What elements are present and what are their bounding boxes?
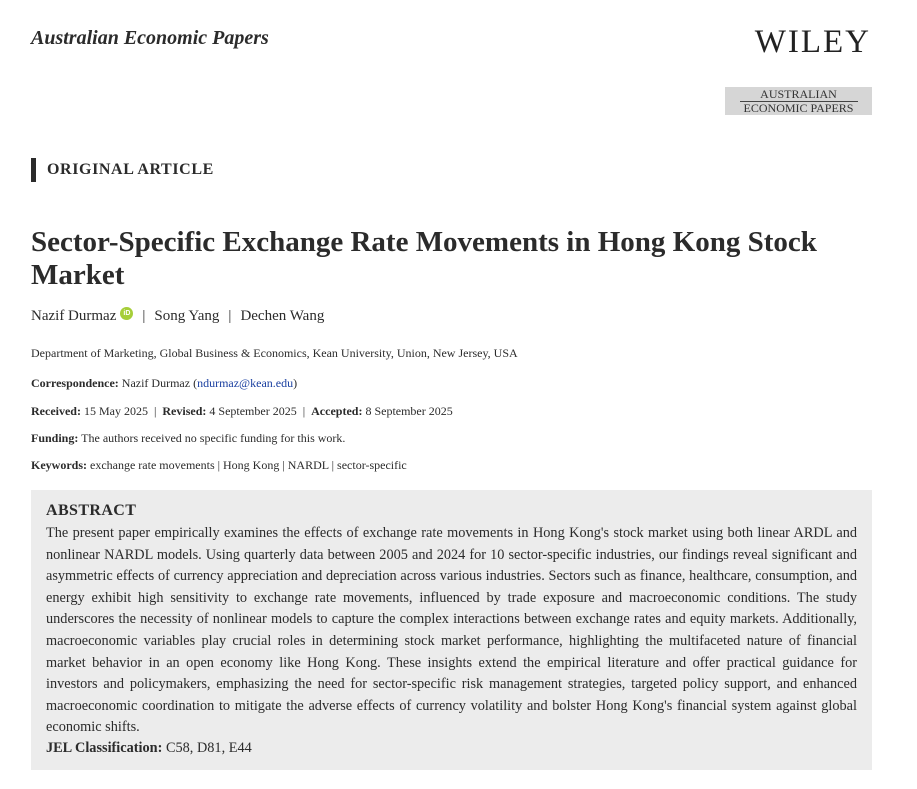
received-label: Received: [31,404,81,418]
funding-text: The authors received no specific funding for this work. [81,431,346,445]
abstract-heading: ABSTRACT [46,502,137,519]
revised-label: Revised: [162,404,207,418]
jel-label: JEL Classification [46,739,158,756]
correspondence-name: Nazif Durmaz [121,376,191,390]
revised-date: 4 September 2025 [209,404,297,418]
dates-line [31,404,453,419]
author-name-3[interactable]: Dechen Wang [240,308,325,324]
author-list [31,308,324,325]
article-type-label: ORIGINAL ARTICLE [31,158,214,182]
correspondence-line: Correspondence: Nazif Durmaz (ndurmaz@kean.edu) [31,376,298,390]
jel-classification: JEL Classification: C58, D81, E44 [46,739,252,756]
accepted-label: Accepted: [311,404,363,418]
date-separator: | [302,404,306,418]
orcid-icon[interactable]: iD [120,307,133,320]
accepted-date: 8 September 2025 [365,404,453,418]
jel-codes: C58, D81, E44 [165,739,252,756]
author-separator: | [228,308,232,324]
affiliation: Department of Marketing, Global Business & Economics, Kean University, Union, New Jersey, USA [31,346,518,360]
keywords-text: exchange rate movements | Hong Kong | NARDL | sector-specific [90,458,407,472]
abstract-text: The present paper empirically examines the effects of exchange rate movements in Hong Kong's stock market using both linear ARDL and nonlinear NARDL models. Using quarterly data between 2005 and 2024 for 10 sector-specific industries, our findings reveal significant and asymmetric effects of currency appreciation and depreciation across various industries. Sectors such as finance, healthcare, consumption, and energy exhibit high sensitivity to exchange rate movements, influenced by trade exposure and macroeconomic conditions. The study underscores the necessity of nonlinear models to capture the complex interactions between exchange rates and equity markets. Additionally, macroeconomic variables play crucial roles in determining stock market performance, highlighting the multifaceted nature of financial market behavior in an open economy like Hong Kong. These insights extend the empirical literature and offer practical guidance for investors and policymakers, emphasizing the need for sector-specific risk management strategies, targeted policy support, and enhanced macroeconomic coordination to mitigate the adverse effects of currency volatility and bolster Hong Kong's financial system against global economic shifts. [46,525,857,736]
journal-badge-line1: AUSTRALIAN [760,87,837,101]
journal-badge-line2: ECONOMIC PAPERS [743,101,854,115]
journal-name: Australian Economic Papers [31,27,269,49]
date-separator: | [153,404,157,418]
abstract-box [31,490,872,770]
author-name-2[interactable]: Song Yang [154,308,220,324]
journal-badge [725,87,872,115]
received-date: 15 May 2025 [83,404,148,418]
correspondence-email-link[interactable]: ndurmaz@kean.edu [197,376,294,390]
publisher-logo: WILEY [754,24,871,60]
funding-line [31,431,345,446]
keywords-line [31,458,407,473]
keywords-label: Keywords: [31,458,87,472]
author-name-1[interactable]: Nazif Durmaz [31,308,117,324]
funding-label: Funding: [31,431,79,445]
author-separator: | [142,308,146,324]
correspondence-label: Correspondence: [31,376,119,390]
article-title: Sector-Specific Exchange Rate Movements in Hong Kong Stock Market [31,226,817,291]
